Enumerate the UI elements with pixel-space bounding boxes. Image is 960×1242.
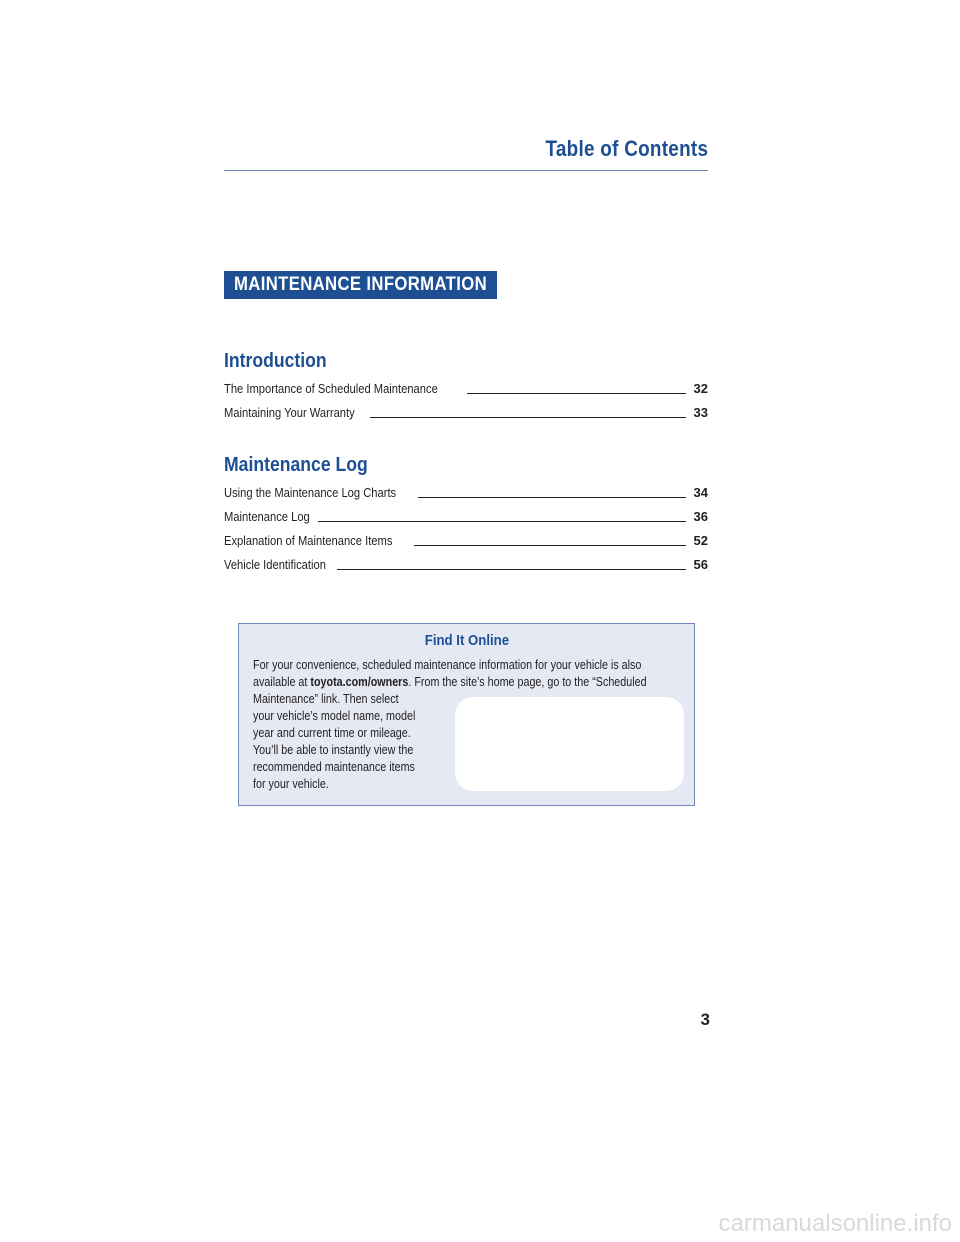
website-image-placeholder bbox=[455, 697, 684, 791]
toc-entry[interactable] bbox=[224, 380, 708, 396]
toc-entry-label: Maintaining Your Warranty bbox=[224, 405, 355, 420]
section-heading-introduction: Introduction bbox=[224, 350, 327, 372]
toc-leader-line bbox=[418, 496, 685, 498]
toc-entry[interactable] bbox=[224, 556, 708, 572]
section-banner-label: MAINTENANCE INFORMATION bbox=[234, 274, 487, 295]
page-header bbox=[224, 132, 708, 171]
toyota-owners-link[interactable]: toyota.com/owners bbox=[310, 675, 409, 689]
info-box-title: Find It Online bbox=[424, 632, 509, 649]
toc-leader-line bbox=[337, 568, 686, 570]
toc-leader-line bbox=[318, 520, 686, 522]
toc-entry[interactable] bbox=[224, 484, 708, 500]
section-banner bbox=[224, 271, 497, 299]
toc-entry[interactable] bbox=[224, 404, 708, 420]
toc-entry[interactable] bbox=[224, 508, 708, 524]
page-title: Table of Contents bbox=[545, 136, 708, 161]
toc-leader-line bbox=[370, 416, 686, 418]
info-box-text: You’ll be able to instantly view the bbox=[253, 743, 414, 757]
toc-entry-label: Explanation of Maintenance Items bbox=[224, 533, 393, 548]
toc-leader-line bbox=[414, 544, 686, 546]
toc-entry-page: 36 bbox=[693, 509, 708, 524]
toc-leader-line bbox=[467, 392, 686, 394]
toc-entry-page: 56 bbox=[693, 557, 708, 572]
find-it-online-box bbox=[238, 623, 695, 806]
info-box-text: for your vehicle. bbox=[253, 777, 329, 791]
toc-entry-label: The Importance of Scheduled Maintenance bbox=[224, 381, 438, 396]
page-number: 3 bbox=[700, 1010, 710, 1029]
toc-entry-page: 32 bbox=[693, 381, 708, 396]
watermark: carmanualsonline.info bbox=[718, 1210, 952, 1237]
toc-entry-label: Using the Maintenance Log Charts bbox=[224, 485, 397, 500]
info-box-text: year and current time or mileage. bbox=[253, 726, 411, 740]
toc-entry-label: Vehicle Identification bbox=[224, 557, 326, 572]
toc-entry-page: 33 bbox=[693, 405, 708, 420]
info-box-text: available at toyota.com/owners. From the site’s home page, go to the “Scheduled bbox=[253, 675, 647, 689]
info-box-text: Maintenance” link. Then select bbox=[253, 692, 399, 706]
toc-entry-page: 52 bbox=[693, 533, 708, 548]
toc-entry[interactable] bbox=[224, 532, 708, 548]
info-box-text: For your convenience, scheduled maintenance information for your vehicle is also bbox=[253, 658, 642, 672]
info-box-text: recommended maintenance items bbox=[253, 760, 415, 774]
toc-entry-label: Maintenance Log bbox=[224, 509, 310, 524]
info-box-text: your vehicle’s model name, model bbox=[253, 709, 416, 723]
section-heading-maintenance-log: Maintenance Log bbox=[224, 454, 368, 476]
toc-entry-page: 34 bbox=[693, 485, 708, 500]
